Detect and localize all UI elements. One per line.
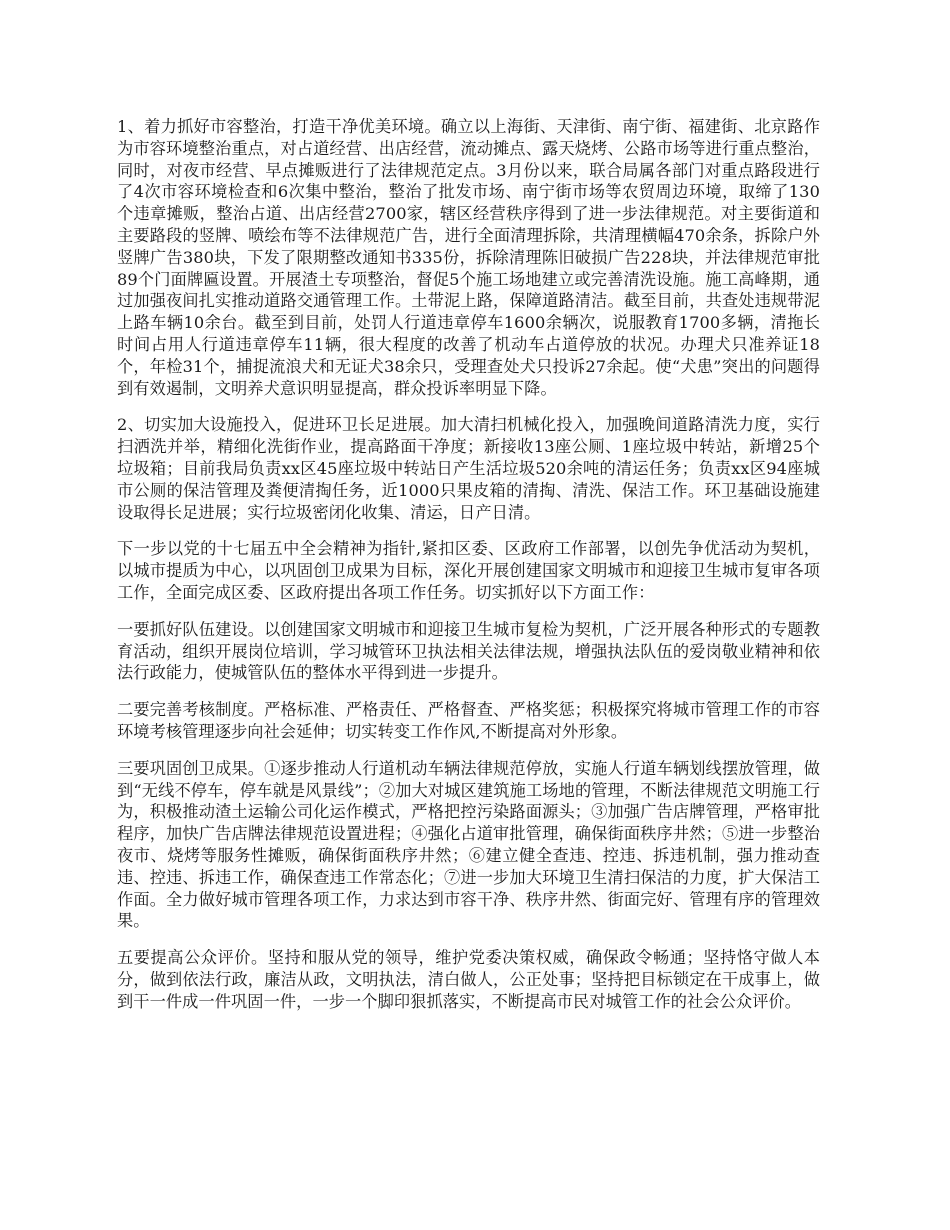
paragraph-sanitation-facilities: 2、切实加大设施投入，促进环卫长足进展。加大清扫机械化投入，加强晚间道路清洗力度，实行扫洒洗并举，精细化洗街作业，提高路面干净度；新接收13座公厕、1座垃圾中转站，新增25个垃圾箱；目前我局负责xx区45座垃圾中转站日产生活垃圾520余吨的清运任务；负责xx区94座城市公厕的保洁管理及粪便清掏任务，近1000只果皮箱的清掏、清洗、保洁工作。环卫基础设施建设取得长足进展；实行垃圾密闭化收集、清运，日产日清。 [117, 415, 820, 522]
paragraph-consolidate-results: 三要巩固创卫成果。①逐步推动人行道机动车辆法律规范停放，实施人行道车辆划线摆放管理，做到“无线不停车，停车就是风景线”；②加大对城区建筑施工场地的管理，不断法律规范文明施工行为，积极推动渣土运输公司化运作模式，严格把控污染路面源头；③加强广告店牌管理，严格审批程序，加快广告店牌法律规范设置进程；④强化占道审批管理，确保街面秩序井然；⑤进一步整治夜市、烧烤等服务性摊贩，确保街面秩序井然；⑥建立健全查违、控违、拆违机制，强力推动查违、控违、拆违工作，确保查违工作常态化；⑦进一步加大环境卫生清扫保洁的力度，扩大保洁工作面。全力做好城市管理各项工作，力求达到市容干净、秩序井然、街面完好、管理有序的管理效果。 [117, 758, 820, 931]
paragraph-city-appearance: 1、着力抓好市容整治，打造干净优美环境。确立以上海街、天津街、南宁街、福建街、北京路作为市容环境整治重点，对占道经营、出店经营，流动摊点、露天烧烤、公路市场等进行重点整治，同时，对夜市经营、早点摊贩进行了法律规范定点。3月份以来，联合局属各部门对重点路段进行了4次市容环境检查和6次集中整治，整治了批发市场、南宁街市场等农贸周边环境，取缔了130个违章摊贩，整治占道、出店经营2700家，辖区经营秩序得到了进一步法律规范。对主要街道和主要路段的竖牌、喷绘布等不法律规范广告，进行全面清理拆除，共清理横幅470余条，拆除户外竖牌广告380块，下发了限期整改通知书335份，拆除清理陈旧破损广告228块，并法律规范审批89个门面牌匾设置。开展渣土专项整治，督促5个施工场地建立或完善清洗设施。施工高峰期，通过加强夜间扎实推动道路交通管理工作。土带泥上路，保障道路清洁。截至目前，共查处违规带泥上路车辆10余台。截至到目前，处罚人行道违章停车1600余辆次，说服教育1700多辆，清拖长时间占用人行道违章停车11辆，很大程度的改善了机动车占道停放的状况。办理犬只准养证18个，年检31个，捕捉流浪犬和无证犬38余只，受理查处犬只投诉27余起。使“犬患”突出的问题得到有效遏制，文明养犬意识明显提高，群众投诉率明显下降。 [117, 117, 820, 398]
paragraph-next-steps: 下一步以党的十七届五中全会精神为指针,紧扣区委、区政府工作部署，以创先争优活动为契机，以城市提质为中心，以巩固创卫成果为目标，深化开展创建国家文明城市和迎接卫生城市复审各项工作，全面完成区委、区政府提出各项工作任务。切实抓好以下方面工作： [117, 539, 820, 602]
paragraph-assessment-system: 二要完善考核制度。严格标准、严格责任、严格督查、严格奖惩；积极探究将城市管理工作的市容环境考核管理逐步向社会延伸；切实转变工作作风,不断提高对外形象。 [117, 700, 820, 741]
paragraph-team-building: 一要抓好队伍建设。以创建国家文明城市和迎接卫生城市复检为契机，广泛开展各种形式的专题教育活动，组织开展岗位培训，学习城管环卫执法相关法律法规，增强执法队伍的爱岗敬业精神和依法行政能力，使城管队伍的整体水平得到进一步提升。 [117, 619, 820, 683]
paragraph-public-evaluation: 五要提高公众评价。坚持和服从党的领导，维护党委决策权威，确保政令畅通；坚持恪守做人本分，做到依法行政，廉洁从政，文明执法，清白做人，公正处事；坚持把目标锁定在干成事上，做到干一件成一件巩固一件，一步一个脚印狠抓落实，不断提高市民对城管工作的社会公众评价。 [117, 948, 820, 1011]
